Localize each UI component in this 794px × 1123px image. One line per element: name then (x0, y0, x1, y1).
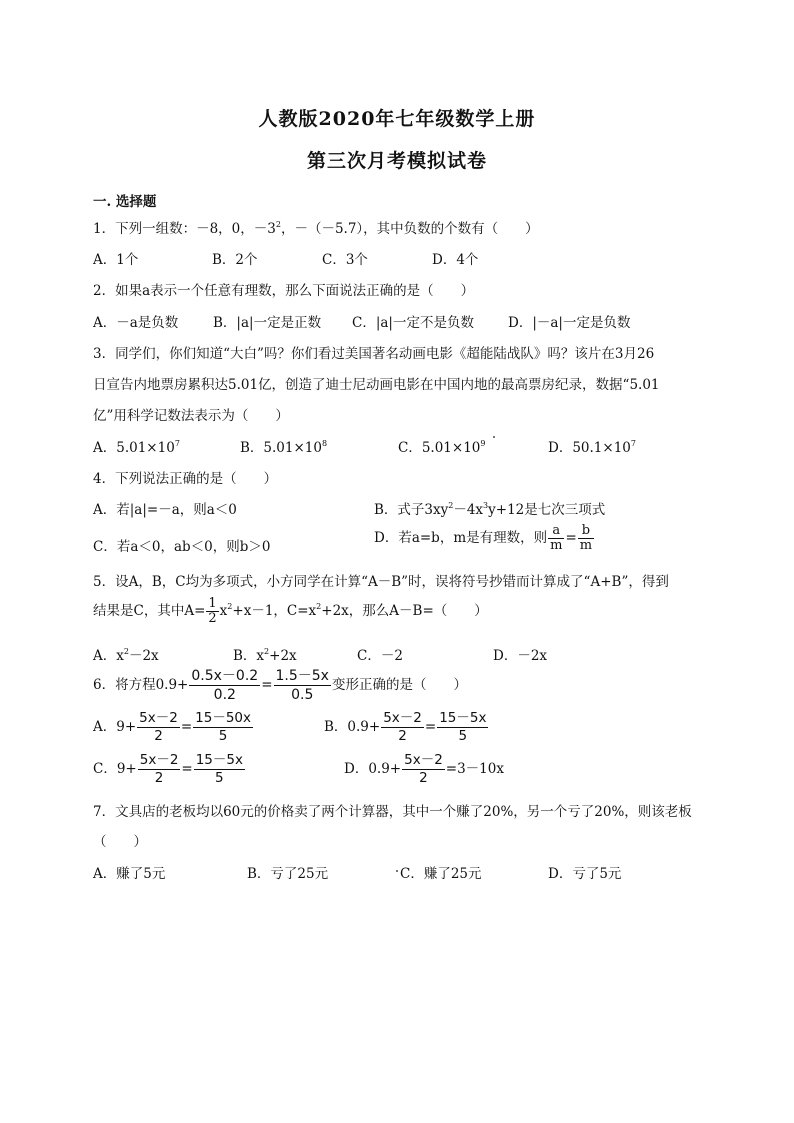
q6d-fraction-1: $\frac{5x-2}{2}$ (404, 752, 443, 786)
question-1-stem: 1．下列一组数：－8，0，$-3^2$，－（－5.7），其中负数的个数有（ ） (93, 220, 539, 237)
question-7-line-2: （ ） (93, 834, 147, 850)
q7-option-c: C．赚了25元 (400, 866, 482, 882)
q7-option-a: A．赚了5元 (93, 866, 166, 882)
q5-option-b: B．$x^2+2x$ (233, 647, 297, 664)
exam-title: 人教版2020年七年级数学上册 (258, 108, 536, 130)
q4-option-a: A．若|a|=－a，则a＜0 (93, 502, 237, 518)
question-5-line-2: 结果是C，其中A= $\frac{1}{2}$ $x^2+x-1$，$C=x^2+2x$，那么A－B=（ ） (93, 596, 488, 626)
question-4-stem: 4．下列说法正确的是（ ） (93, 471, 278, 487)
q6a-fraction-1: $\frac{5x-2}{2}$ (139, 710, 178, 744)
q6-option-a: A．9+ $\frac{5x-2}{2}$ = $\frac{15-50x}{5}$ (93, 710, 251, 744)
q6c-fraction-1: $\frac{5x-2}{2}$ (139, 752, 179, 786)
question-3-line-3: 亿”用科学记数法表示为（ ） (93, 408, 289, 424)
q7-option-d: D．亏了5元 (548, 866, 622, 882)
q6b-fraction-1: $\frac{5x-2}{2}$ (383, 710, 422, 744)
q2-option-d: D．|－a|一定是负数 (508, 315, 631, 331)
q6-option-d: D．0.9+ $\frac{5x-2}{2}$ =3－10x (344, 752, 504, 786)
q2-option-a: A．－a是负数 (93, 315, 179, 331)
q4-option-b: B．式子$3xy^2-4x^3y+12$是七次三项式 (374, 501, 606, 518)
fraction-equation-right: $\frac{1.5-5x}{0.5}$ (275, 668, 329, 703)
q2-option-b: B．|a|一定是正数 (213, 315, 322, 331)
scan-speck (396, 870, 398, 872)
q3-option-b: B．$5.01\times 10^8$ (240, 439, 328, 456)
section-heading: 一. 选择题 (93, 194, 157, 210)
question-3-line-1: 3．同学们，你们知道“大白”吗？你们看过美国著名动画电影《超能陆战队》吗？该片在3月26 (93, 346, 655, 362)
question-3-line-2: 日宣告内地票房累积达5.01亿，创造了迪士尼动画电影在中国内地的最高票房纪录，数据“5.01 (93, 377, 660, 393)
question-5-line-1: 5．设A，B，C均为多项式，小方同学在计算“A－B”时，误将符号抄错而计算成了“A+B”，得到 (93, 574, 669, 590)
exam-subtitle: 第三次月考模拟试卷 (306, 150, 487, 172)
q2-option-c: C．|a|一定不是负数 (352, 315, 474, 331)
question-6-stem: 6．将方程0.9+ $\frac{0.5x-0.2}{0.2}$ = $\frac{1.5-5x}{0.5}$ 变形正确的是（ ） (93, 668, 467, 703)
q1-option-a: A．1个 (93, 252, 139, 268)
q6b-fraction-2: $\frac{15-5x}{5}$ (439, 710, 487, 744)
q4-option-c: C．若a＜0，ab＜0，则b＞0 (93, 539, 271, 555)
q5-option-c: C．－2 (357, 648, 403, 664)
fraction-equation-left: $\frac{0.5x-0.2}{0.2}$ (191, 668, 259, 703)
q1-option-d: D．4个 (432, 252, 479, 268)
question-2-stem: 2．如果a表示一个任意有理数，那么下面说法正确的是（ ） (93, 283, 475, 299)
q5-option-d: D．－2x (493, 648, 548, 664)
q5-option-a: A．$x^2-2x$ (93, 647, 159, 664)
q7-option-b: B．亏了25元 (247, 866, 329, 882)
q3-option-a: A．$5.01\times 10^7$ (93, 439, 180, 456)
q6c-fraction-2: $\frac{15-5x}{5}$ (195, 752, 243, 786)
q3-option-d: D．$50.1\times 10^7$ (548, 439, 636, 456)
q3-option-c: C．$5.01\times 10^9$ (398, 439, 486, 456)
question-7-line-1: 7．文具店的老板均以60元的价格卖了两个计算器，其中一个赚了20%，另一个亏了20%，则该老板 (93, 804, 692, 820)
q1-option-c: C．3个 (322, 252, 368, 268)
q1-option-b: B．2个 (212, 252, 258, 268)
q6-option-c: C．9+ $\frac{5x-2}{2}$ = $\frac{15-5x}{5}$ (93, 752, 243, 786)
q6-option-b: B．0.9+ $\frac{5x-2}{2}$ = $\frac{15-5x}{5}$ (324, 710, 487, 744)
q4-option-d: D．若a=b，m是有理数，则 $\frac{a}{m}$ = $\frac{b}{m}$ (374, 523, 593, 553)
scan-speck (493, 436, 495, 438)
fraction-a-over-m: $\frac{a}{m}$ (550, 523, 563, 553)
q6a-fraction-2: $\frac{15-50x}{5}$ (195, 710, 251, 744)
fraction-b-over-m: $\frac{b}{m}$ (579, 523, 593, 553)
fraction-one-half: $\frac{1}{2}$ (208, 596, 217, 626)
